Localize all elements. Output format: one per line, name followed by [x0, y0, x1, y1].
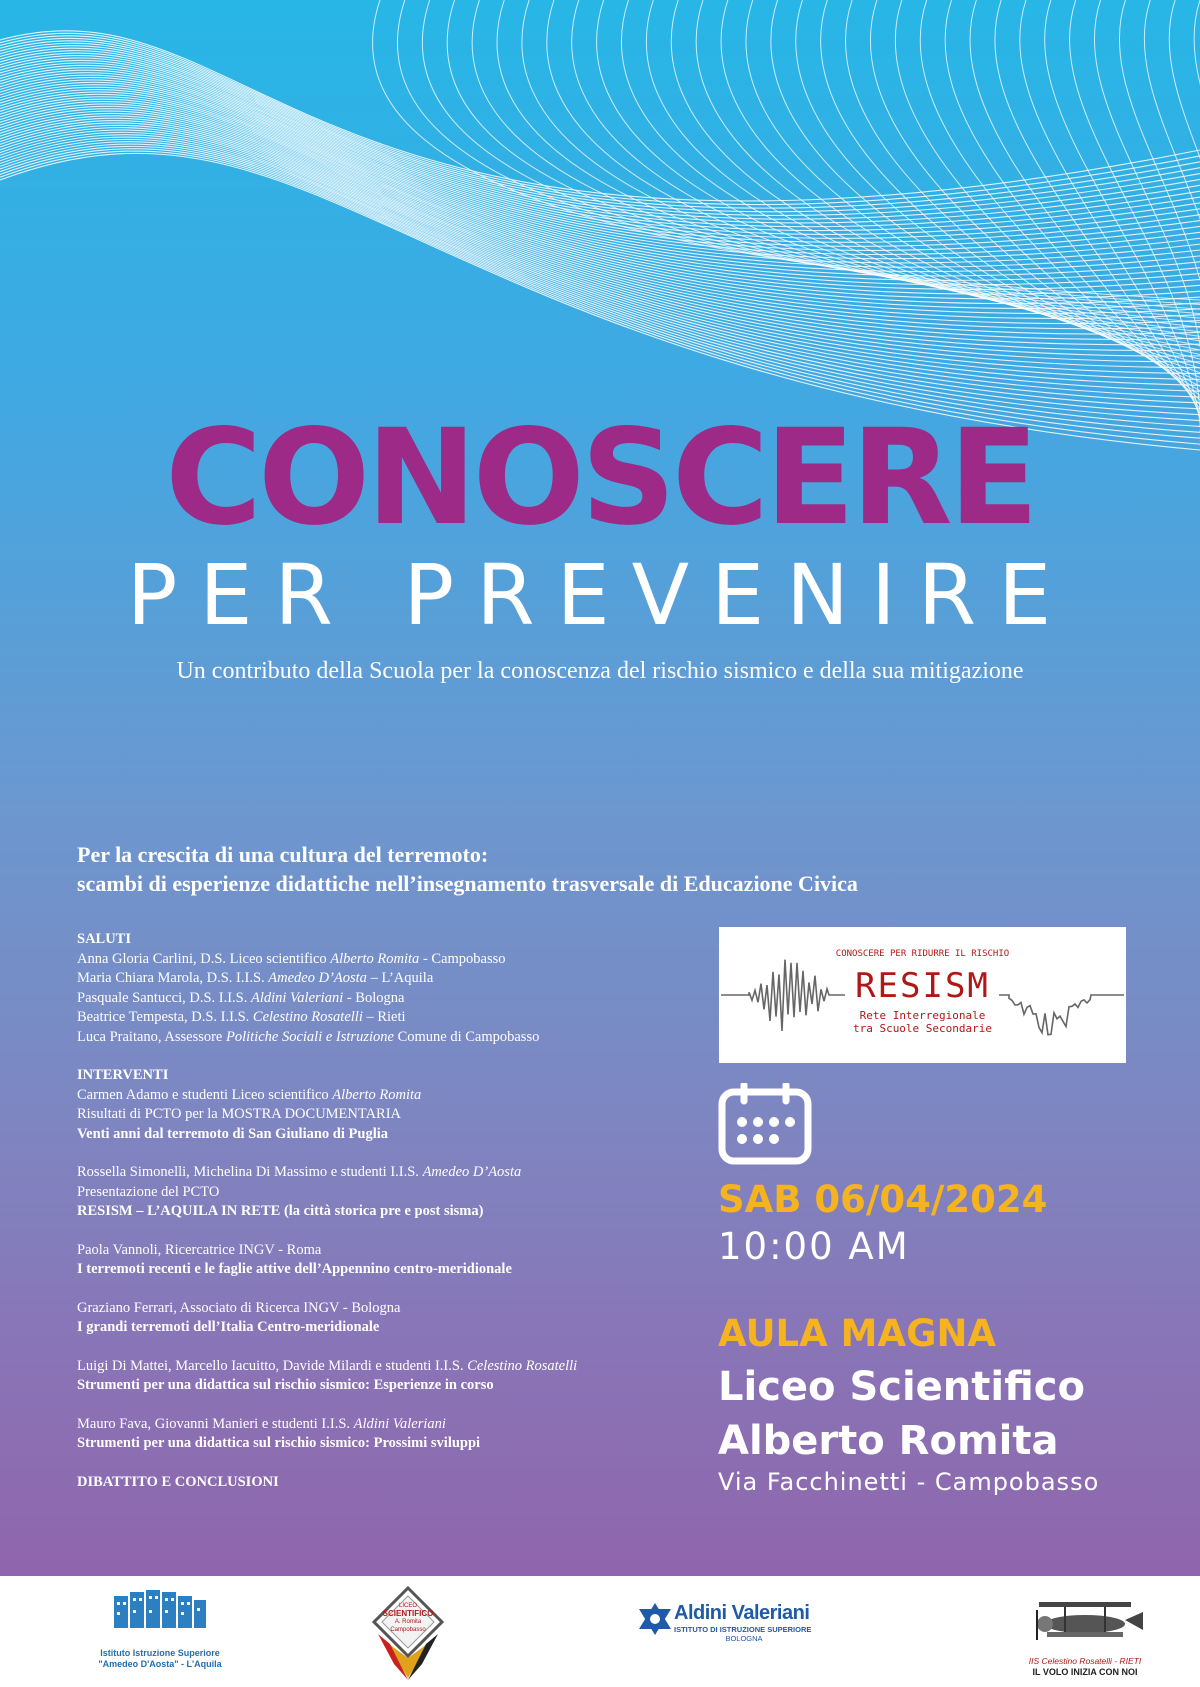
saluti-location: Comune di Campobasso	[393, 1028, 540, 1045]
intervento-topic: Venti anni dal terremoto di San Giuliano di Puglia	[77, 1125, 388, 1142]
venue-name	[718, 1360, 1085, 1468]
saluti-institution: Aldini Valeriani	[250, 989, 344, 1006]
star-icon	[638, 1602, 672, 1636]
main-title: CONOSCERE	[165, 401, 1035, 555]
wave-line	[0, 73, 1200, 268]
intervento-speakers	[77, 1241, 697, 1261]
saluti-item	[77, 1028, 697, 1048]
wave-line	[0, 142, 1200, 421]
intervento-speakers	[77, 1357, 697, 1377]
event-date: SAB 06/04/2024	[718, 1178, 1048, 1221]
aldini-line3: BOLOGNA	[725, 1634, 763, 1643]
saluti-title: SALUTI	[77, 931, 131, 947]
closing-line: DIBATTITO E CONCLUSIONI	[77, 1473, 279, 1490]
venue-address: Via Facchinetti - Campobasso	[718, 1468, 1100, 1496]
saluti-location: – L’Aquila	[366, 970, 434, 986]
aldini-name: Aldini Valeriani	[674, 1602, 810, 1624]
saluti-items	[77, 950, 697, 1048]
wave-line	[0, 135, 1200, 403]
wave-line	[0, 144, 1200, 426]
wave-line	[622, 0, 1200, 345]
intervento-speakers	[77, 1299, 697, 1319]
resism-logo	[719, 927, 1126, 1063]
rosatelli-line1: IIS Celestino Rosatelli - RIETI	[1028, 1656, 1142, 1666]
resism-name: RESISM	[855, 966, 990, 1006]
intervento-item	[77, 1415, 697, 1454]
intervento-item	[77, 1299, 697, 1338]
saluti-item	[77, 950, 697, 970]
saluti-location: – Rieti	[362, 1009, 406, 1025]
aldini-line2: ISTITUTO DI ISTRUZIONE SUPERIORE	[674, 1625, 812, 1634]
logo-aosta	[100, 1576, 220, 1687]
intervento-topic: I terremoti recenti e le faglie attive dell’Appennino centro-meridionale	[77, 1261, 512, 1277]
saluti-item	[77, 1008, 697, 1028]
saluti-text: Luca Praitano, Assessore	[77, 1028, 226, 1045]
intervento-item	[77, 1086, 697, 1145]
interventi-items	[77, 1086, 697, 1454]
resism-sub2: tra Scuole Secondarie	[852, 1022, 993, 1035]
intervento-speakers	[77, 1415, 697, 1435]
intervento-item	[77, 1241, 697, 1280]
intervento-topic: Strumenti per una didattica sul rischio sismico: Prossimi sviluppi	[77, 1435, 481, 1451]
wave-line	[0, 121, 1200, 368]
airplane-icon	[1025, 1584, 1145, 1654]
speakers-text: Rossella Simonelli, Michelina Di Massimo e studenti I.I.S.	[77, 1164, 423, 1180]
speakers-text: Graziano Ferrari, Associato di Ricerca INGV - Bologna	[77, 1299, 401, 1316]
interventi-title: INTERVENTI	[77, 1067, 169, 1083]
liceo-line1: LICEO	[398, 1603, 417, 1609]
intervento-item	[77, 1163, 697, 1222]
intervento-topic: I grandi terremoti dell’Italia Centro-meridionale	[77, 1319, 380, 1335]
subtitle: PER PREVENIRE	[126, 546, 1074, 644]
saluti-item	[77, 989, 697, 1009]
saluti-text: Anna Gloria Carlini, D.S. Liceo scientifico	[77, 950, 331, 967]
wave-line	[1070, 0, 1200, 427]
saluti-institution: Celestino Rosatelli	[252, 1009, 363, 1025]
saluti-text: Pasquale Santucci, D.S. I.I.S.	[77, 989, 251, 1006]
logo-rosatelli	[1015, 1576, 1155, 1687]
saluti-location: - Bologna	[343, 989, 405, 1006]
saluti-location: - Campobasso	[419, 950, 506, 967]
venue-label: AULA MAGNA	[718, 1312, 997, 1355]
wave-line	[0, 31, 1200, 201]
saluti-item	[77, 969, 697, 989]
logo-liceo-romita	[368, 1576, 448, 1687]
venue-name-line1: Liceo Scientifico	[718, 1364, 1085, 1410]
intervento-speakers	[77, 1163, 697, 1183]
saluti-text: Maria Chiara Marola, D.S. I.I.S.	[77, 970, 269, 986]
wave-line	[597, 0, 1200, 341]
program-heading-line1: Per la crescita di una cultura del terremoto:	[77, 842, 489, 867]
intervento-description: Risultati di PCTO per la MOSTRA DOCUMENTARIA	[77, 1106, 402, 1122]
saluti-text: Beatrice Tempesta, D.S. I.I.S.	[77, 1009, 253, 1025]
speakers-institution: Aldini Valeriani	[353, 1415, 446, 1432]
aosta-line2: "Amedeo D'Aosta" - L'Aquila	[98, 1659, 222, 1669]
wave-line	[746, 0, 1200, 368]
aosta-building-icon	[100, 1586, 220, 1636]
rosatelli-line2: IL VOLO INIZIA CON NOI	[1032, 1667, 1138, 1677]
speakers-text: Luigi Di Mattei, Marcello Iacuitto, Davide Milardi e studenti I.I.S.	[77, 1357, 468, 1374]
saluti-institution: Alberto Romita	[330, 950, 420, 967]
tagline: Un contributo della Scuola per la conoscenza del rischio sismico e della sua mitigazione	[176, 658, 1024, 684]
speakers-text: Mauro Fava, Giovanni Manieri e studenti I.I.S.	[77, 1415, 354, 1432]
speakers-institution: Amedeo D’Aosta	[422, 1164, 522, 1180]
logo-aldini-valeriani	[638, 1576, 838, 1687]
saluti-section	[77, 930, 697, 1047]
resism-sub1: Rete Interregionale	[859, 1009, 986, 1022]
speakers-text: Paola Vannoli, Ricercatrice INGV - Roma	[77, 1241, 322, 1258]
intervento-topic: Strumenti per una didattica sul rischio sismico: Esperienze in corso	[77, 1377, 494, 1393]
intervento-description: Presentazione del PCTO	[77, 1183, 220, 1200]
footer-logos	[0, 1576, 1200, 1687]
liceo-line3: A. Romita	[394, 1619, 422, 1625]
speakers-text: Carmen Adamo e studenti Liceo scientifico	[77, 1086, 333, 1103]
resism-tagline: CONOSCERE PER RIDURRE IL RISCHIO	[835, 949, 1010, 959]
program-heading-line2: scambi di esperienze didattiche nell’insegnamento trasversale di Educazione Civica	[77, 871, 858, 896]
liceo-line4: Campobasso	[390, 1627, 426, 1633]
calendar-icon	[718, 1083, 812, 1165]
intervento-speakers	[77, 1086, 697, 1106]
wave-line	[0, 125, 1200, 379]
liceo-line2: SCIENTIFICO	[382, 1609, 434, 1618]
program-list	[77, 930, 697, 1492]
program-heading	[77, 840, 1157, 898]
event-time: 10:00 AM	[718, 1225, 910, 1268]
speakers-institution: Celestino Rosatelli	[467, 1357, 578, 1374]
intervento-topic: RESISM – L’AQUILA IN RETE (la città storica pre e post sisma)	[77, 1203, 484, 1219]
venue-name-line2: Alberto Romita	[718, 1418, 1059, 1464]
saluti-institution: Politiche Sociali e Istruzione	[226, 1028, 394, 1045]
speakers-institution: Alberto Romita	[332, 1086, 422, 1103]
resism-subtitle	[719, 1009, 1126, 1035]
saluti-institution: Amedeo D’Aosta	[268, 970, 367, 986]
intervento-item	[77, 1357, 697, 1396]
aosta-line1: Istituto Istruzione Superiore	[100, 1648, 220, 1658]
